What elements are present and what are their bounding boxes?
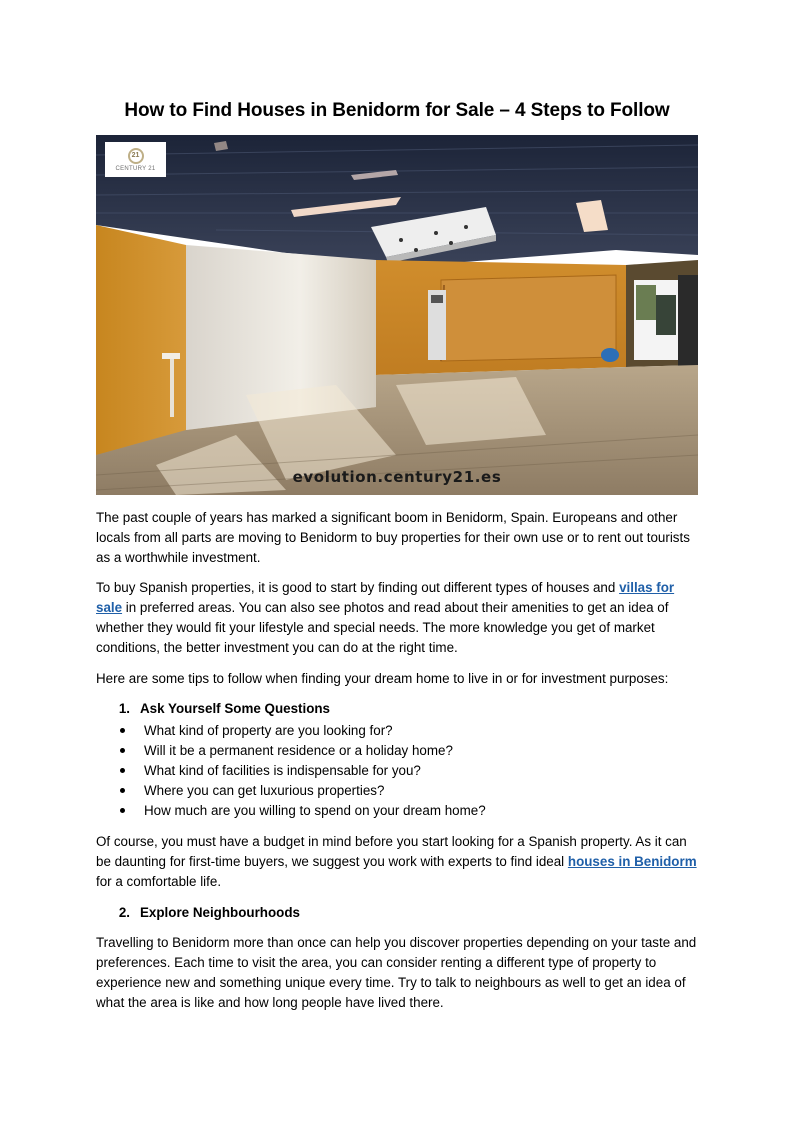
list-item-text: How much are you willing to spend on your dream home?: [144, 803, 486, 819]
page-title: How to Find Houses in Benidorm for Sale – 4 Steps to Follow: [124, 100, 670, 121]
paragraph-neighbourhoods-text: Travelling to Benidorm more than once can help you discover properties depending on your taste and preferences. Each time to visit the area, you can consider renting a different type of property to experience new and something unique every time. Try to talk to neighbours as well to get an idea of what the area is like and how long people have lived there.: [96, 935, 697, 1010]
paragraph-tips-intro: [96, 669, 698, 689]
logo-wordmark: CENTURY 21: [115, 165, 156, 172]
bullet-icon: [96, 761, 144, 781]
paragraph-budget-text-after: for a comfortable life.: [96, 873, 222, 889]
paragraph-intro-text: The past couple of years has marked a significant boom in Benidorm, Spain. Europeans and other locals from all parts are moving to Benidorm to buy properties for their own use or to rent out tourists as a worthwhile investment.: [96, 510, 690, 565]
step-2-heading: [96, 903, 698, 923]
paragraph-tips-intro-text: Here are some tips to follow when finding your dream home to live in or for investment purposes:: [96, 670, 669, 686]
image-watermark: evolution.century21.es: [292, 468, 502, 486]
step-1-heading: [96, 699, 698, 719]
question-list: [96, 721, 698, 821]
step-1-number: 1.: [118, 701, 130, 717]
list-item-text: What kind of facilities is indispensable for you?: [144, 763, 421, 779]
paragraph-budget: [96, 832, 698, 891]
list-item: [96, 801, 698, 821]
century21-logo: [105, 142, 166, 177]
villas-for-sale-link[interactable]: villas for sale: [96, 580, 675, 616]
list-item: [96, 721, 698, 741]
list-item: [96, 761, 698, 781]
century21-seal-icon: 21: [128, 148, 144, 164]
list-item-text: Where you can get luxurious properties?: [144, 783, 385, 799]
paragraph-villas-text-before: To buy Spanish properties, it is good to start by finding out different types of houses and: [96, 580, 620, 596]
paragraph-villas: [96, 578, 698, 657]
step-1-title: Ask Yourself Some Questions: [140, 701, 331, 717]
bullet-icon: [96, 781, 144, 801]
list-item: [96, 741, 698, 761]
step-2-number: 2.: [118, 904, 130, 920]
paragraph-budget-text-before: Of course, you must have a budget in mind before you start looking for a Spanish property. As it can be daunting for first-time buyers, we suggest you work with experts to find ideal: [96, 834, 687, 869]
empty-commercial-space-illustration: [96, 135, 698, 495]
paragraph-villas-text-after: in preferred areas. You can also see photos and read about their amenities to get an idea of whether they would fit your lifestyle and special needs. The more knowledge you get of market conditions, the better investment you can do at the right time.: [96, 600, 669, 655]
article-body: [96, 508, 698, 1024]
list-item: [96, 781, 698, 801]
hero-photo: [96, 135, 698, 495]
step-2-title: Explore Neighbourhoods: [140, 904, 300, 920]
list-item-text: What kind of property are you looking for?: [144, 723, 393, 739]
paragraph-neighbourhoods: [96, 933, 698, 1012]
list-item-text: Will it be a permanent residence or a holiday home?: [144, 743, 453, 759]
bullet-icon: [96, 721, 144, 741]
houses-in-benidorm-link[interactable]: houses in Benidorm: [567, 853, 697, 869]
bullet-icon: [96, 801, 144, 821]
bullet-icon: [96, 741, 144, 761]
paragraph-intro: [96, 508, 698, 567]
